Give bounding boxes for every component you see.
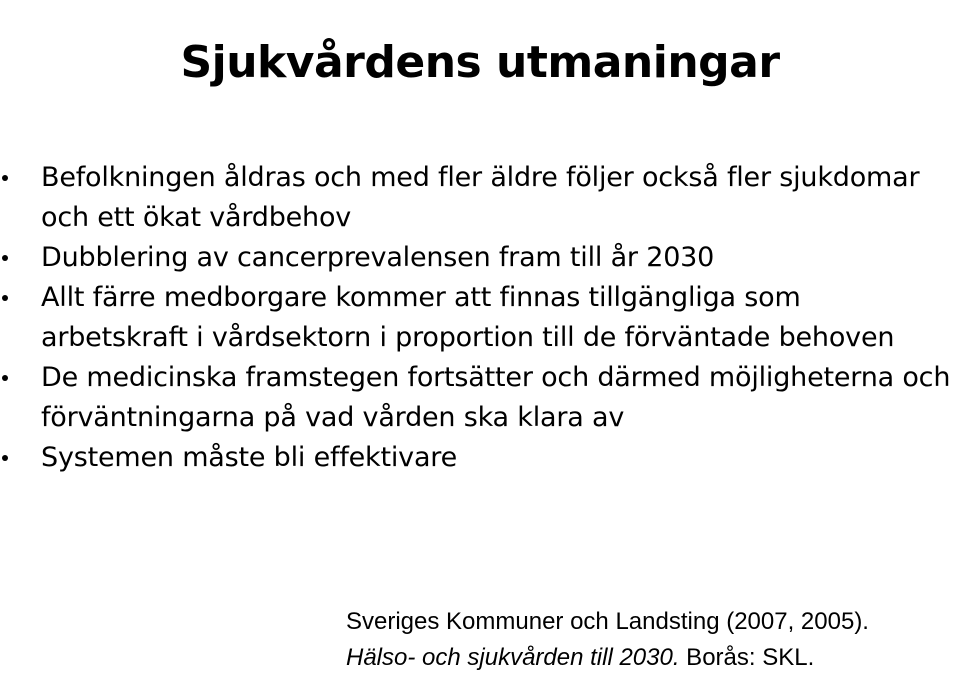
bullet-text: De medicinska framstegen fortsätter och därmed möjligheterna och förväntningarna på vad vården ska klara av — [41, 362, 951, 433]
bullet-text: Systemen måste bli effektivare — [41, 442, 458, 473]
bullet-point-icon — [2, 175, 8, 181]
bullet-point-icon — [2, 375, 8, 381]
bullet-list — [0, 158, 960, 478]
bullet-item — [0, 278, 960, 358]
bullet-text: Befolkningen åldras och med fler äldre följer också fler sjukdomar och ett ökat vårdbehov — [41, 162, 920, 233]
citation — [346, 604, 956, 676]
bullet-item — [0, 358, 960, 438]
bullet-text: Allt färre medborgare kommer att finnas tillgängliga som arbetskraft i vårdsektorn i proportion till de förväntade behoven — [41, 282, 895, 353]
bullet-item — [0, 238, 960, 278]
citation-line-1: Sveriges Kommuner och Landsting (2007, 2005). — [346, 608, 869, 635]
bullet-point-icon — [2, 255, 8, 261]
citation-line-2 — [346, 640, 956, 676]
bullet-point-icon — [2, 295, 8, 301]
slide-title: Sjukvårdens utmaningar — [180, 37, 780, 89]
bullet-text: Dubblering av cancerprevalensen fram till år 2030 — [41, 242, 715, 273]
citation-title: Hälso- och sjukvården till 2030. — [346, 644, 680, 671]
citation-publisher: Borås: SKL. — [679, 644, 815, 671]
bullet-item — [0, 158, 960, 238]
bullet-item — [0, 438, 960, 478]
bullet-point-icon — [2, 455, 8, 461]
